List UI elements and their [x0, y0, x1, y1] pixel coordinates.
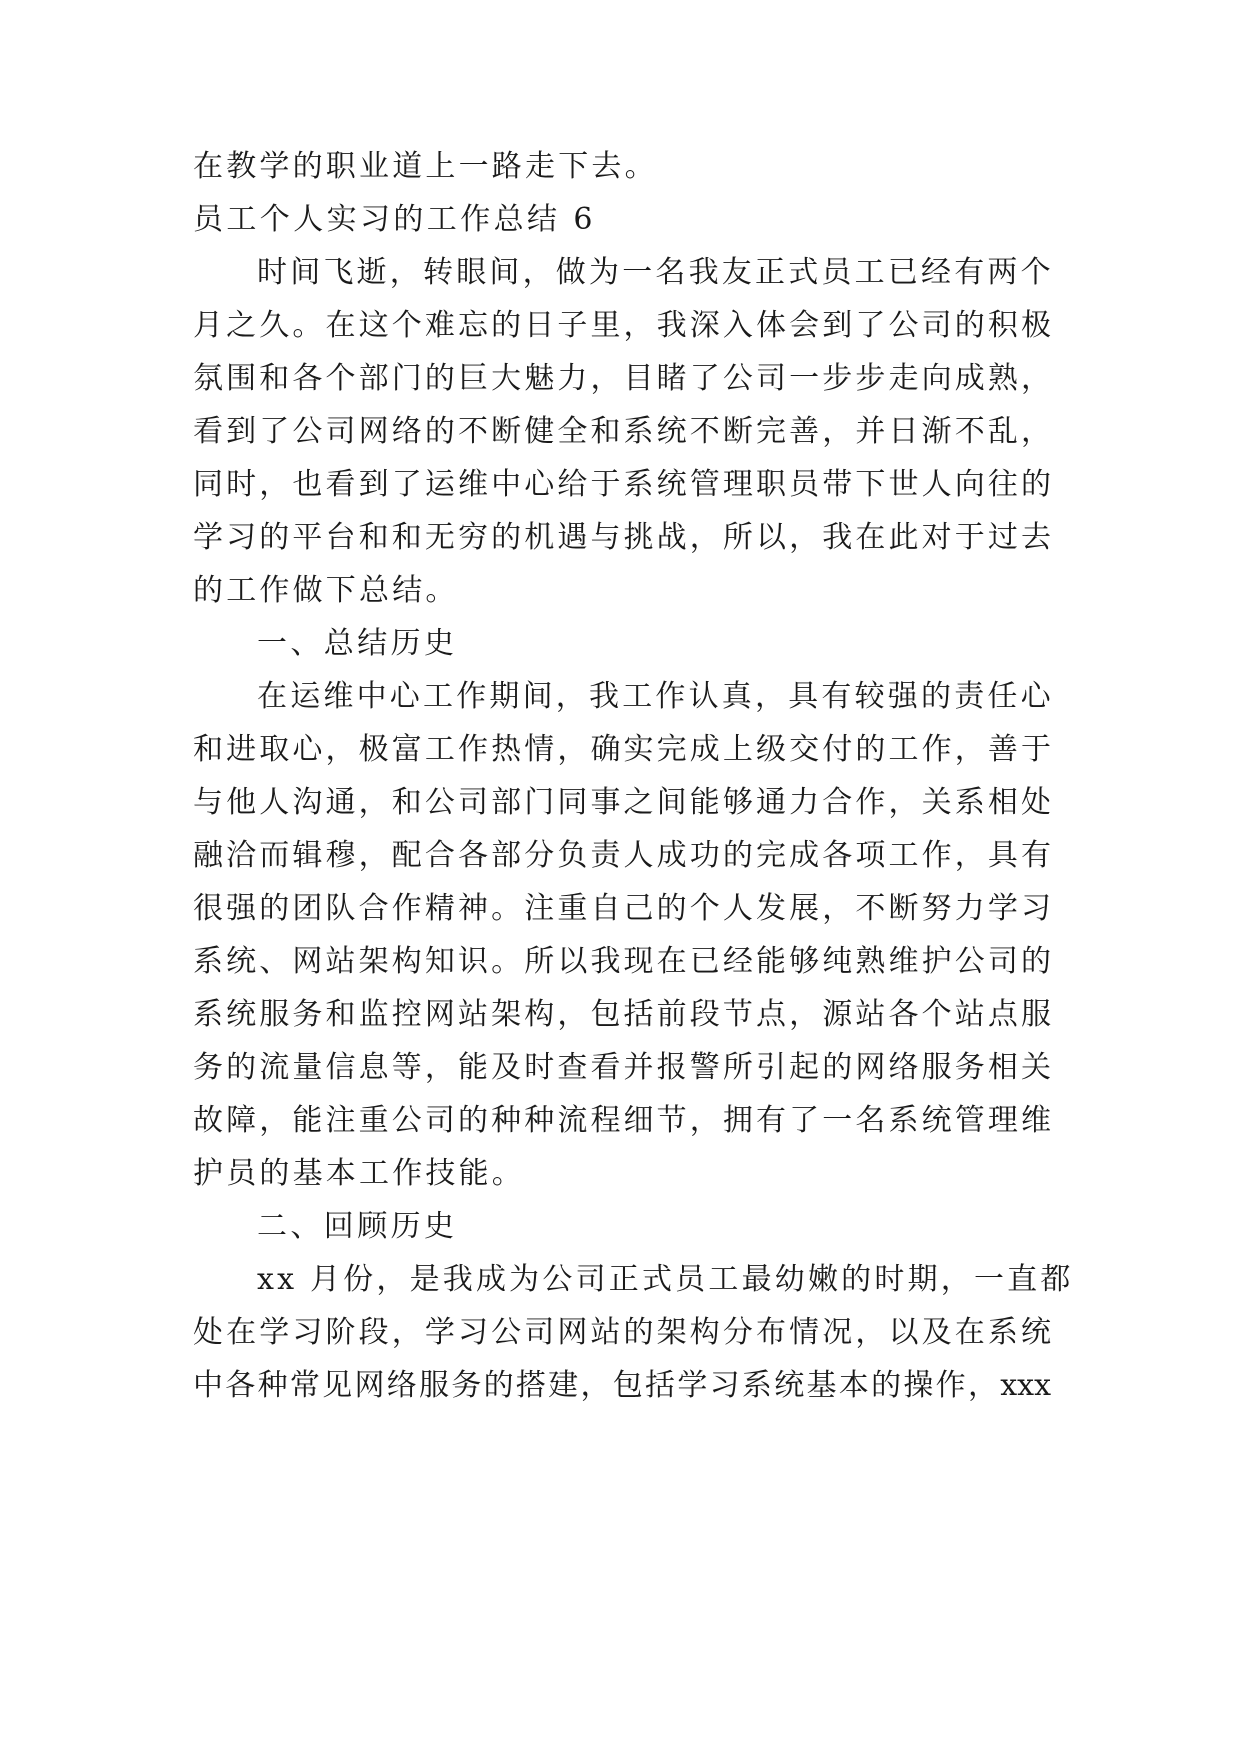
- paragraph-line: 月之久。在这个难忘的日子里，我深入体会到了公司的积极: [193, 308, 1051, 343]
- subsection-heading: 一、总结历史: [257, 626, 458, 661]
- paragraph-line: 看到了公司网络的不断健全和系统不断完善，并日渐不乱，: [193, 414, 1051, 449]
- subsection-heading: 二、回顾历史: [257, 1209, 458, 1244]
- paragraph-line: 时间飞逝，转眼间，做为一名我友正式员工已经有两个: [257, 255, 1054, 290]
- paragraph-line: xx 月份，是我成为公司正式员工最幼嫩的时期，一直都: [257, 1262, 1074, 1297]
- paragraph-line: 融洽而辑穆，配合各部分负责人成功的完成各项工作，具有: [193, 838, 1051, 873]
- paragraph-line: 护员的基本工作技能。: [193, 1156, 525, 1191]
- paragraph-line: 故障，能注重公司的种种流程细节，拥有了一名系统管理维: [193, 1103, 1051, 1138]
- paragraph-line: 同时，也看到了运维中心给于系统管理职员带下世人向往的: [193, 467, 1051, 502]
- paragraph-line: 与他人沟通，和公司部门同事之间能够通力合作，关系相处: [193, 785, 1051, 820]
- paragraph-line: 的工作做下总结。: [193, 573, 459, 608]
- paragraph-line: 处在学习阶段，学习公司网站的架构分布情况，以及在系统: [193, 1315, 1051, 1350]
- paragraph-line: 中各种常见网络服务的搭建，包括学习系统基本的操作，xxx: [193, 1368, 1051, 1403]
- section-title: 员工个人实习的工作总结 6: [193, 202, 596, 237]
- paragraph-line: 在教学的职业道上一路走下去。: [193, 149, 658, 184]
- paragraph-line: 很强的团队合作精神。注重自己的个人发展，不断努力学习: [193, 891, 1051, 926]
- paragraph-line: 和进取心，极富工作热情，确实完成上级交付的工作，善于: [193, 732, 1051, 767]
- paragraph-line: 系统服务和监控网站架构，包括前段节点，源站各个站点服: [193, 997, 1051, 1032]
- paragraph-line: 在运维中心工作期间，我工作认真，具有较强的责任心: [257, 679, 1054, 714]
- paragraph-line: 系统、网站架构知识。所以我现在已经能够纯熟维护公司的: [193, 944, 1051, 979]
- paragraph-line: 学习的平台和和无穷的机遇与挑战，所以，我在此对于过去: [193, 520, 1051, 555]
- paragraph-line: 务的流量信息等，能及时查看并报警所引起的网络服务相关: [193, 1050, 1051, 1085]
- paragraph-line: 氛围和各个部门的巨大魅力，目睹了公司一步步走向成熟，: [193, 361, 1051, 396]
